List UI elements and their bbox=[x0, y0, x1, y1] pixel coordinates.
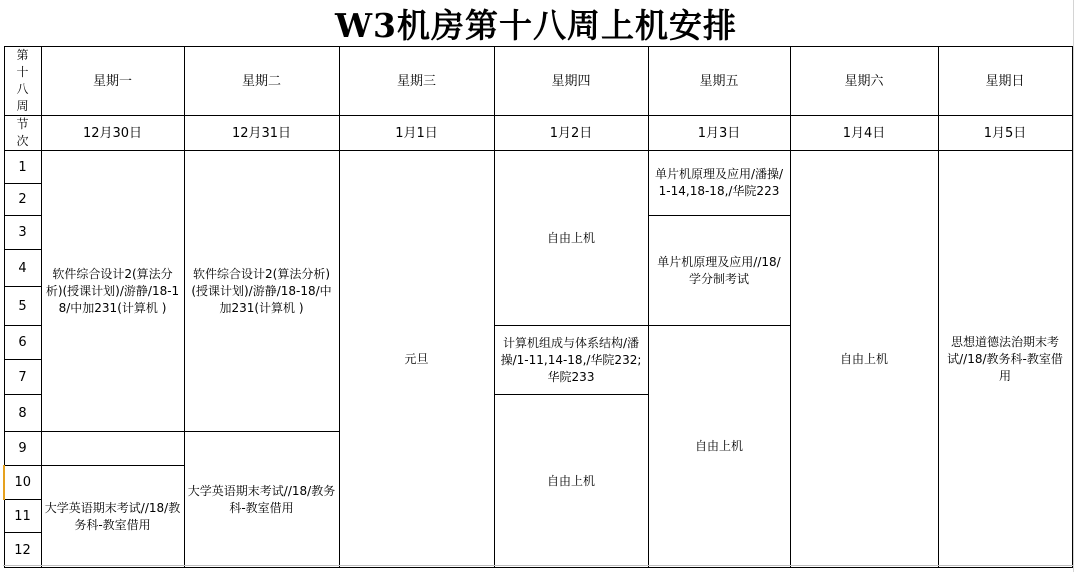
cell-thu-1-5[interactable] bbox=[494, 151, 648, 326]
day-header-mon[interactable]: 星期一 bbox=[41, 47, 184, 116]
date-sat[interactable]: 1月4日 bbox=[790, 116, 938, 151]
cell-sat-1-12-text: 自由上机 bbox=[839, 351, 888, 366]
cell-mon-9[interactable] bbox=[41, 432, 184, 466]
cell-mon-1-8-text: 软件综合设计2(算法分析)(授课计划)/游静/18-18/中加231(计算机 ) bbox=[45, 266, 180, 315]
day-header-fri[interactable]: 星期五 bbox=[648, 47, 790, 116]
day-header-thu[interactable]: 星期四 bbox=[494, 47, 648, 116]
cell-mon-1-8[interactable] bbox=[41, 151, 184, 432]
cell-tue-9-12-text: 大学英语期末考试//18/教务科-教室借用 bbox=[187, 483, 336, 515]
cell-thu-8-12[interactable] bbox=[494, 395, 648, 568]
cell-thu-6-7[interactable] bbox=[494, 326, 648, 395]
period-7[interactable]: 7 bbox=[4, 360, 41, 395]
corner-period-cell[interactable] bbox=[4, 116, 41, 151]
day-header-tue[interactable]: 星期二 bbox=[184, 47, 339, 116]
cell-sat-1-12[interactable] bbox=[790, 151, 938, 568]
period-5[interactable]: 5 bbox=[4, 287, 41, 326]
gridline-right bbox=[1073, 0, 1074, 572]
cell-mon-10-12[interactable] bbox=[41, 466, 184, 568]
cell-thu-1-5-text: 自由上机 bbox=[546, 230, 595, 245]
cell-tue-1-8[interactable] bbox=[184, 151, 339, 432]
period-12[interactable]: 12 bbox=[4, 533, 41, 568]
cell-thu-6-7-text: 计算机组成与体系结构/潘操/1-11,14-18,/华院232;华院233 bbox=[500, 335, 642, 384]
date-mon[interactable]: 12月30日 bbox=[41, 116, 184, 151]
date-sun[interactable]: 1月5日 bbox=[938, 116, 1072, 151]
sheet-title[interactable]: W3机房第十八周上机安排 bbox=[334, 5, 738, 45]
day-header-wed[interactable]: 星期三 bbox=[339, 47, 494, 116]
day-header-sat[interactable]: 星期六 bbox=[790, 47, 938, 116]
date-thu[interactable]: 1月2日 bbox=[494, 116, 648, 151]
cell-wed-1-12-text: 元旦 bbox=[404, 351, 429, 366]
period-1[interactable]: 1 bbox=[4, 151, 41, 184]
date-tue[interactable]: 12月31日 bbox=[184, 116, 339, 151]
schedule-table bbox=[3, 46, 1073, 568]
cell-fri-1-2[interactable] bbox=[648, 151, 790, 216]
cell-thu-8-12-text: 自由上机 bbox=[546, 473, 595, 488]
cell-tue-1-8-text: 软件综合设计2(算法分析)(授课计划)/游静/18-18/中加231(计算机 ) bbox=[191, 266, 332, 315]
day-header-sun[interactable]: 星期日 bbox=[938, 47, 1072, 116]
corner-period-text: 节次 bbox=[16, 117, 29, 148]
period-8[interactable]: 8 bbox=[4, 395, 41, 432]
period-6[interactable]: 6 bbox=[4, 326, 41, 360]
period-10[interactable]: 10 bbox=[4, 466, 41, 500]
cell-sun-1-12[interactable] bbox=[938, 151, 1072, 568]
gridline-bottom bbox=[3, 565, 1073, 566]
period-3[interactable]: 3 bbox=[4, 216, 41, 250]
period-4[interactable]: 4 bbox=[4, 250, 41, 287]
corner-week-text: 第十八周 bbox=[16, 48, 29, 113]
corner-week-cell[interactable] bbox=[4, 47, 41, 116]
cell-wed-1-12[interactable] bbox=[339, 151, 494, 568]
cell-fri-3-5[interactable] bbox=[648, 216, 790, 326]
cell-mon-10-12-text: 大学英语期末考试//18/教务科-教室借用 bbox=[44, 500, 181, 532]
date-wed[interactable]: 1月1日 bbox=[339, 116, 494, 151]
cell-fri-6-12[interactable] bbox=[648, 326, 790, 568]
cell-fri-1-2-text: 单片机原理及应用/潘操/1-14,18-18,/华院223 bbox=[654, 167, 784, 198]
date-fri[interactable]: 1月3日 bbox=[648, 116, 790, 151]
cell-fri-3-5-text: 单片机原理及应用//18/学分制考试 bbox=[657, 254, 781, 286]
cell-sun-1-12-text: 思想道德法治期末考试//18/教务科-教室借用 bbox=[947, 334, 1063, 383]
period-11[interactable]: 11 bbox=[4, 500, 41, 533]
cell-tue-9-12[interactable] bbox=[184, 432, 339, 568]
period-2[interactable]: 2 bbox=[4, 184, 41, 216]
period-9[interactable]: 9 bbox=[4, 432, 41, 466]
cell-fri-6-12-text: 自由上机 bbox=[694, 439, 743, 453]
